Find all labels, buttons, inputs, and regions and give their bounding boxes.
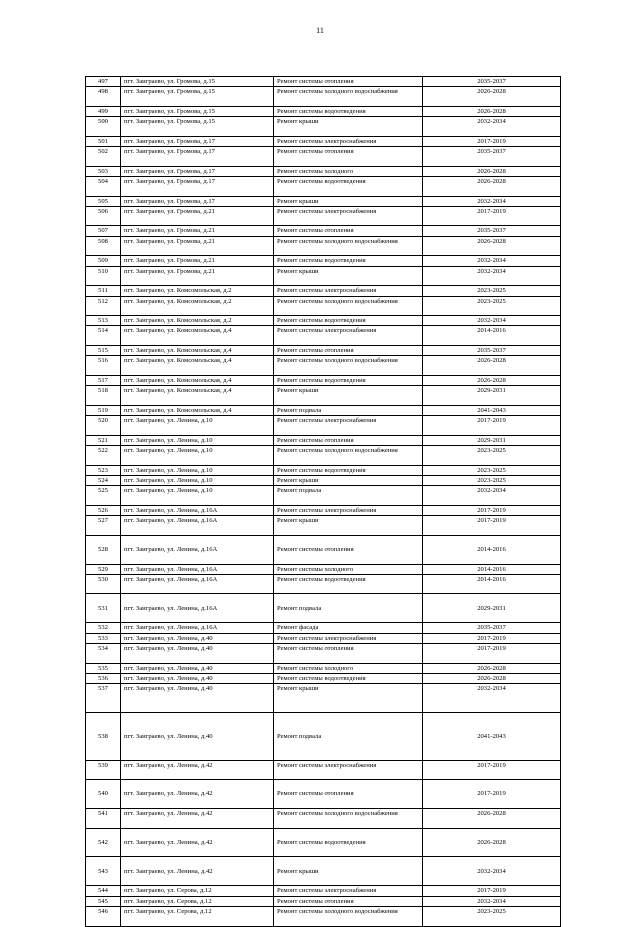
work-type-cell: Ремонт крыши bbox=[274, 386, 423, 406]
period-cell: 2023-2025 bbox=[423, 445, 561, 465]
address-cell: пгт. Заиграево, ул. Ленина, д.16А bbox=[121, 564, 274, 574]
row-number-cell: 545 bbox=[86, 896, 121, 906]
row-number-cell: 533 bbox=[86, 633, 121, 643]
table-row bbox=[86, 564, 561, 574]
work-type-cell: Ремонт системы водоотведения bbox=[274, 828, 423, 857]
period-cell: 2035-2037 bbox=[423, 346, 561, 356]
address-cell: пгт. Заиграево, ул. Комсомольская, д.4 bbox=[121, 326, 274, 346]
row-number-cell: 531 bbox=[86, 594, 121, 623]
work-type-cell: Ремонт крыши bbox=[274, 475, 423, 485]
row-number-cell: 500 bbox=[86, 117, 121, 137]
table-row bbox=[86, 633, 561, 643]
row-number-cell: 505 bbox=[86, 196, 121, 206]
address-cell: пгт. Заиграево, ул. Ленина, д.40 bbox=[121, 633, 274, 643]
period-cell: 2035-2037 bbox=[423, 226, 561, 236]
period-cell: 2035-2037 bbox=[423, 623, 561, 633]
period-cell: 2017-2019 bbox=[423, 516, 561, 536]
address-cell: пгт. Заиграево, ул. Ленина, д.40 bbox=[121, 663, 274, 673]
work-type-cell: Ремонт системы электроснабжения bbox=[274, 136, 423, 146]
period-cell: 2023-2025 bbox=[423, 296, 561, 316]
address-cell: пгт. Заиграево, ул. Комсомольская, д.4 bbox=[121, 405, 274, 415]
row-number-cell: 501 bbox=[86, 136, 121, 146]
address-cell: пгт. Заиграево, ул. Ленина, д.10 bbox=[121, 416, 274, 436]
table-row bbox=[86, 176, 561, 196]
work-type-cell: Ремонт подвала bbox=[274, 486, 423, 506]
address-cell: пгт. Заиграево, ул. Серова, д.12 bbox=[121, 886, 274, 896]
table-row bbox=[86, 106, 561, 116]
table-row bbox=[86, 435, 561, 445]
period-cell: 2026-2028 bbox=[423, 375, 561, 385]
work-type-cell: Ремонт системы водоотведения bbox=[274, 673, 423, 683]
work-type-cell: Ремонт системы электроснабжения bbox=[274, 633, 423, 643]
work-type-cell: Ремонт системы холодного водоснабжения bbox=[274, 808, 423, 828]
period-cell: 2041-2043 bbox=[423, 713, 561, 761]
table-row bbox=[86, 316, 561, 326]
address-cell: пгт. Заиграево, ул. Громова, д.21 bbox=[121, 266, 274, 286]
period-cell: 2026-2028 bbox=[423, 673, 561, 683]
period-cell: 2017-2019 bbox=[423, 760, 561, 780]
work-type-cell: Ремонт системы водоотведения bbox=[274, 375, 423, 385]
work-type-cell: Ремонт системы отопления bbox=[274, 346, 423, 356]
row-number-cell: 518 bbox=[86, 386, 121, 406]
period-cell: 2035-2037 bbox=[423, 147, 561, 167]
period-cell: 2017-2019 bbox=[423, 416, 561, 436]
work-type-cell: Ремонт системы отопления bbox=[274, 780, 423, 809]
period-cell: 2026-2028 bbox=[423, 166, 561, 176]
period-cell: 2017-2019 bbox=[423, 505, 561, 515]
repair-schedule-table bbox=[85, 76, 561, 927]
table-row bbox=[86, 77, 561, 87]
row-number-cell: 529 bbox=[86, 564, 121, 574]
table-row bbox=[86, 828, 561, 857]
row-number-cell: 527 bbox=[86, 516, 121, 536]
period-cell: 2014-2016 bbox=[423, 574, 561, 594]
table-row bbox=[86, 117, 561, 137]
table-row bbox=[86, 416, 561, 436]
work-type-cell: Ремонт крыши bbox=[274, 196, 423, 206]
row-number-cell: 538 bbox=[86, 713, 121, 761]
period-cell: 2032-2034 bbox=[423, 316, 561, 326]
row-number-cell: 530 bbox=[86, 574, 121, 594]
row-number-cell: 544 bbox=[86, 886, 121, 896]
address-cell: пгт. Заиграево, ул. Ленина, д.16А bbox=[121, 516, 274, 536]
address-cell: пгт. Заиграево, ул. Громова, д.17 bbox=[121, 166, 274, 176]
address-cell: пгт. Заиграево, ул. Громова, д.17 bbox=[121, 176, 274, 196]
row-number-cell: 540 bbox=[86, 780, 121, 809]
row-number-cell: 532 bbox=[86, 623, 121, 633]
table-row bbox=[86, 808, 561, 828]
work-type-cell: Ремонт системы холодного водоснабжения bbox=[274, 906, 423, 926]
address-cell: пгт. Заиграево, ул. Громова, д.17 bbox=[121, 196, 274, 206]
row-number-cell: 537 bbox=[86, 684, 121, 713]
period-cell: 2014-2016 bbox=[423, 326, 561, 346]
table-row bbox=[86, 196, 561, 206]
address-cell: пгт. Заиграево, ул. Громова, д.15 bbox=[121, 87, 274, 107]
row-number-cell: 510 bbox=[86, 266, 121, 286]
address-cell: пгт. Заиграево, ул. Ленина, д.42 bbox=[121, 828, 274, 857]
period-cell: 2023-2025 bbox=[423, 286, 561, 296]
period-cell: 2032-2034 bbox=[423, 684, 561, 713]
row-number-cell: 519 bbox=[86, 405, 121, 415]
table-row bbox=[86, 886, 561, 896]
period-cell: 2041-2043 bbox=[423, 405, 561, 415]
table-row bbox=[86, 594, 561, 623]
table-row bbox=[86, 663, 561, 673]
work-type-cell: Ремонт системы отопления bbox=[274, 643, 423, 663]
row-number-cell: 504 bbox=[86, 176, 121, 196]
work-type-cell: Ремонт системы водоотведения bbox=[274, 574, 423, 594]
row-number-cell: 524 bbox=[86, 475, 121, 485]
row-number-cell: 511 bbox=[86, 286, 121, 296]
row-number-cell: 515 bbox=[86, 346, 121, 356]
row-number-cell: 497 bbox=[86, 77, 121, 87]
address-cell: пгт. Заиграево, ул. Серова, д.12 bbox=[121, 896, 274, 906]
address-cell: пгт. Заиграево, ул. Ленина, д.40 bbox=[121, 684, 274, 713]
work-type-cell: Ремонт системы холодного bbox=[274, 663, 423, 673]
work-type-cell: Ремонт крыши bbox=[274, 857, 423, 886]
work-type-cell: Ремонт крыши bbox=[274, 266, 423, 286]
work-type-cell: Ремонт системы водоотведения bbox=[274, 316, 423, 326]
row-number-cell: 507 bbox=[86, 226, 121, 236]
period-cell: 2032-2034 bbox=[423, 117, 561, 137]
row-number-cell: 536 bbox=[86, 673, 121, 683]
period-cell: 2026-2028 bbox=[423, 106, 561, 116]
table-row bbox=[86, 535, 561, 564]
row-number-cell: 535 bbox=[86, 663, 121, 673]
address-cell: пгт. Заиграево, ул. Громова, д.21 bbox=[121, 256, 274, 266]
table-row bbox=[86, 87, 561, 107]
table-row bbox=[86, 236, 561, 256]
row-number-cell: 513 bbox=[86, 316, 121, 326]
row-number-cell: 528 bbox=[86, 535, 121, 564]
address-cell: пгт. Заиграево, ул. Комсомольская, д.4 bbox=[121, 356, 274, 376]
work-type-cell: Ремонт системы холодного водоснабжения bbox=[274, 296, 423, 316]
table-row bbox=[86, 643, 561, 663]
table-row bbox=[86, 375, 561, 385]
address-cell: пгт. Заиграево, ул. Ленина, д.40 bbox=[121, 643, 274, 663]
row-number-cell: 541 bbox=[86, 808, 121, 828]
address-cell: пгт. Заиграево, ул. Громова, д.15 bbox=[121, 117, 274, 137]
work-type-cell: Ремонт системы отопления bbox=[274, 226, 423, 236]
address-cell: пгт. Заиграево, ул. Громова, д.21 bbox=[121, 236, 274, 256]
table-row bbox=[86, 906, 561, 926]
work-type-cell: Ремонт крыши bbox=[274, 684, 423, 713]
address-cell: пгт. Заиграево, ул. Ленина, д.10 bbox=[121, 465, 274, 475]
address-cell: пгт. Заиграево, ул. Ленина, д.16А bbox=[121, 535, 274, 564]
address-cell: пгт. Заиграево, ул. Громова, д.21 bbox=[121, 226, 274, 236]
period-cell: 2032-2034 bbox=[423, 256, 561, 266]
period-cell: 2023-2025 bbox=[423, 475, 561, 485]
address-cell: пгт. Заиграево, ул. Ленина, д.10 bbox=[121, 445, 274, 465]
period-cell: 2026-2028 bbox=[423, 828, 561, 857]
table-row bbox=[86, 405, 561, 415]
table-row bbox=[86, 465, 561, 475]
period-cell: 2029-2031 bbox=[423, 386, 561, 406]
table-row bbox=[86, 780, 561, 809]
row-number-cell: 542 bbox=[86, 828, 121, 857]
table-row bbox=[86, 147, 561, 167]
address-cell: пгт. Заиграево, ул. Комсомольская, д.2 bbox=[121, 296, 274, 316]
period-cell: 2017-2019 bbox=[423, 206, 561, 226]
work-type-cell: Ремонт подвала bbox=[274, 713, 423, 761]
work-type-cell: Ремонт системы электроснабжения bbox=[274, 286, 423, 296]
address-cell: пгт. Заиграево, ул. Ленина, д.42 bbox=[121, 857, 274, 886]
address-cell: пгт. Заиграево, ул. Ленина, д.10 bbox=[121, 435, 274, 445]
table-row bbox=[86, 857, 561, 886]
row-number-cell: 526 bbox=[86, 505, 121, 515]
table-row bbox=[86, 226, 561, 236]
period-cell: 2032-2034 bbox=[423, 486, 561, 506]
work-type-cell: Ремонт системы электроснабжения bbox=[274, 886, 423, 896]
period-cell: 2029-2031 bbox=[423, 594, 561, 623]
table-row bbox=[86, 326, 561, 346]
address-cell: пгт. Заиграево, ул. Громова, д.21 bbox=[121, 206, 274, 226]
period-cell: 2023-2025 bbox=[423, 906, 561, 926]
row-number-cell: 520 bbox=[86, 416, 121, 436]
address-cell: пгт. Заиграево, ул. Ленина, д.10 bbox=[121, 486, 274, 506]
period-cell: 2023-2025 bbox=[423, 465, 561, 475]
address-cell: пгт. Заиграево, ул. Громова, д.15 bbox=[121, 106, 274, 116]
work-type-cell: Ремонт подвала bbox=[274, 405, 423, 415]
row-number-cell: 516 bbox=[86, 356, 121, 376]
period-cell: 2032-2034 bbox=[423, 196, 561, 206]
period-cell: 2017-2019 bbox=[423, 643, 561, 663]
period-cell: 2035-2037 bbox=[423, 77, 561, 87]
period-cell: 2026-2028 bbox=[423, 808, 561, 828]
period-cell: 2032-2034 bbox=[423, 896, 561, 906]
period-cell: 2026-2028 bbox=[423, 236, 561, 256]
table-row bbox=[86, 166, 561, 176]
address-cell: пгт. Заиграево, ул. Ленина, д.10 bbox=[121, 475, 274, 485]
address-cell: пгт. Заиграево, ул. Ленина, д.42 bbox=[121, 808, 274, 828]
period-cell: 2017-2019 bbox=[423, 886, 561, 896]
work-type-cell: Ремонт системы холодного водоснабжения bbox=[274, 236, 423, 256]
work-type-cell: Ремонт системы холодного водоснабжения bbox=[274, 445, 423, 465]
period-cell: 2026-2028 bbox=[423, 176, 561, 196]
work-type-cell: Ремонт системы электроснабжения bbox=[274, 326, 423, 346]
table-row bbox=[86, 623, 561, 633]
work-type-cell: Ремонт системы электроснабжения bbox=[274, 206, 423, 226]
work-type-cell: Ремонт системы отопления bbox=[274, 147, 423, 167]
row-number-cell: 546 bbox=[86, 906, 121, 926]
work-type-cell: Ремонт крыши bbox=[274, 516, 423, 536]
period-cell: 2014-2016 bbox=[423, 535, 561, 564]
address-cell: пгт. Заиграево, ул. Громова, д.15 bbox=[121, 77, 274, 87]
row-number-cell: 521 bbox=[86, 435, 121, 445]
table-row bbox=[86, 346, 561, 356]
address-cell: пгт. Заиграево, ул. Комсомольская, д.4 bbox=[121, 375, 274, 385]
address-cell: пгт. Заиграево, ул. Громова, д.17 bbox=[121, 147, 274, 167]
work-type-cell: Ремонт системы водоотведения bbox=[274, 256, 423, 266]
table-row bbox=[86, 673, 561, 683]
address-cell: пгт. Заиграево, ул. Комсомольская, д.2 bbox=[121, 286, 274, 296]
work-type-cell: Ремонт подвала bbox=[274, 594, 423, 623]
table-row bbox=[86, 445, 561, 465]
table-row bbox=[86, 475, 561, 485]
table-row bbox=[86, 386, 561, 406]
period-cell: 2026-2028 bbox=[423, 87, 561, 107]
row-number-cell: 502 bbox=[86, 147, 121, 167]
table-row bbox=[86, 760, 561, 780]
work-type-cell: Ремонт системы электроснабжения bbox=[274, 760, 423, 780]
address-cell: пгт. Заиграево, ул. Ленина, д.16А bbox=[121, 574, 274, 594]
address-cell: пгт. Заиграево, ул. Ленина, д.40 bbox=[121, 673, 274, 683]
work-type-cell: Ремонт системы холодного bbox=[274, 564, 423, 574]
row-number-cell: 517 bbox=[86, 375, 121, 385]
address-cell: пгт. Заиграево, ул. Комсомольская, д.4 bbox=[121, 346, 274, 356]
row-number-cell: 514 bbox=[86, 326, 121, 346]
table-row bbox=[86, 206, 561, 226]
row-number-cell: 498 bbox=[86, 87, 121, 107]
address-cell: пгт. Заиграево, ул. Ленина, д.40 bbox=[121, 713, 274, 761]
table-row bbox=[86, 516, 561, 536]
row-number-cell: 523 bbox=[86, 465, 121, 475]
table-row bbox=[86, 256, 561, 266]
work-type-cell: Ремонт крыши bbox=[274, 117, 423, 137]
work-type-cell: Ремонт системы водоотведения bbox=[274, 176, 423, 196]
address-cell: пгт. Заиграево, ул. Ленина, д.42 bbox=[121, 760, 274, 780]
period-cell: 2026-2028 bbox=[423, 356, 561, 376]
table-row bbox=[86, 266, 561, 286]
work-type-cell: Ремонт системы холодного водоснабжения bbox=[274, 356, 423, 376]
row-number-cell: 503 bbox=[86, 166, 121, 176]
work-type-cell: Ремонт системы отопления bbox=[274, 77, 423, 87]
period-cell: 2017-2019 bbox=[423, 780, 561, 809]
work-type-cell: Ремонт системы отопления bbox=[274, 896, 423, 906]
period-cell: 2017-2019 bbox=[423, 633, 561, 643]
period-cell: 2032-2034 bbox=[423, 266, 561, 286]
table-row bbox=[86, 136, 561, 146]
address-cell: пгт. Заиграево, ул. Ленина, д.16А bbox=[121, 594, 274, 623]
period-cell: 2029-2031 bbox=[423, 435, 561, 445]
table-row bbox=[86, 684, 561, 713]
row-number-cell: 534 bbox=[86, 643, 121, 663]
period-cell: 2026-2028 bbox=[423, 663, 561, 673]
table-row bbox=[86, 505, 561, 515]
row-number-cell: 506 bbox=[86, 206, 121, 226]
repair-schedule-body bbox=[86, 77, 561, 927]
row-number-cell: 512 bbox=[86, 296, 121, 316]
table-row bbox=[86, 574, 561, 594]
address-cell: пгт. Заиграево, ул. Ленина, д.16А bbox=[121, 505, 274, 515]
table-row bbox=[86, 356, 561, 376]
work-type-cell: Ремонт фасада bbox=[274, 623, 423, 633]
row-number-cell: 525 bbox=[86, 486, 121, 506]
table-row bbox=[86, 296, 561, 316]
row-number-cell: 539 bbox=[86, 760, 121, 780]
period-cell: 2032-2034 bbox=[423, 857, 561, 886]
address-cell: пгт. Заиграево, ул. Серова, д.12 bbox=[121, 906, 274, 926]
address-cell: пгт. Заиграево, ул. Комсомольская, д.4 bbox=[121, 386, 274, 406]
work-type-cell: Ремонт системы электроснабжения bbox=[274, 505, 423, 515]
address-cell: пгт. Заиграево, ул. Громова, д.17 bbox=[121, 136, 274, 146]
table-row bbox=[86, 713, 561, 761]
work-type-cell: Ремонт системы водоотведения bbox=[274, 106, 423, 116]
work-type-cell: Ремонт системы отопления bbox=[274, 535, 423, 564]
work-type-cell: Ремонт системы электроснабжения bbox=[274, 416, 423, 436]
row-number-cell: 543 bbox=[86, 857, 121, 886]
address-cell: пгт. Заиграево, ул. Ленина, д.16А bbox=[121, 623, 274, 633]
period-cell: 2014-2016 bbox=[423, 564, 561, 574]
work-type-cell: Ремонт системы водоотведения bbox=[274, 465, 423, 475]
row-number-cell: 509 bbox=[86, 256, 121, 266]
address-cell: пгт. Заиграево, ул. Комсомольская, д.2 bbox=[121, 316, 274, 326]
row-number-cell: 499 bbox=[86, 106, 121, 116]
work-type-cell: Ремонт системы холодного bbox=[274, 166, 423, 176]
row-number-cell: 522 bbox=[86, 445, 121, 465]
table-row bbox=[86, 286, 561, 296]
address-cell: пгт. Заиграево, ул. Ленина, д.42 bbox=[121, 780, 274, 809]
work-type-cell: Ремонт системы холодного водоснабжения bbox=[274, 87, 423, 107]
page-number: 11 bbox=[316, 26, 324, 35]
period-cell: 2017-2019 bbox=[423, 136, 561, 146]
table-row bbox=[86, 486, 561, 506]
row-number-cell: 508 bbox=[86, 236, 121, 256]
work-type-cell: Ремонт системы отопления bbox=[274, 435, 423, 445]
